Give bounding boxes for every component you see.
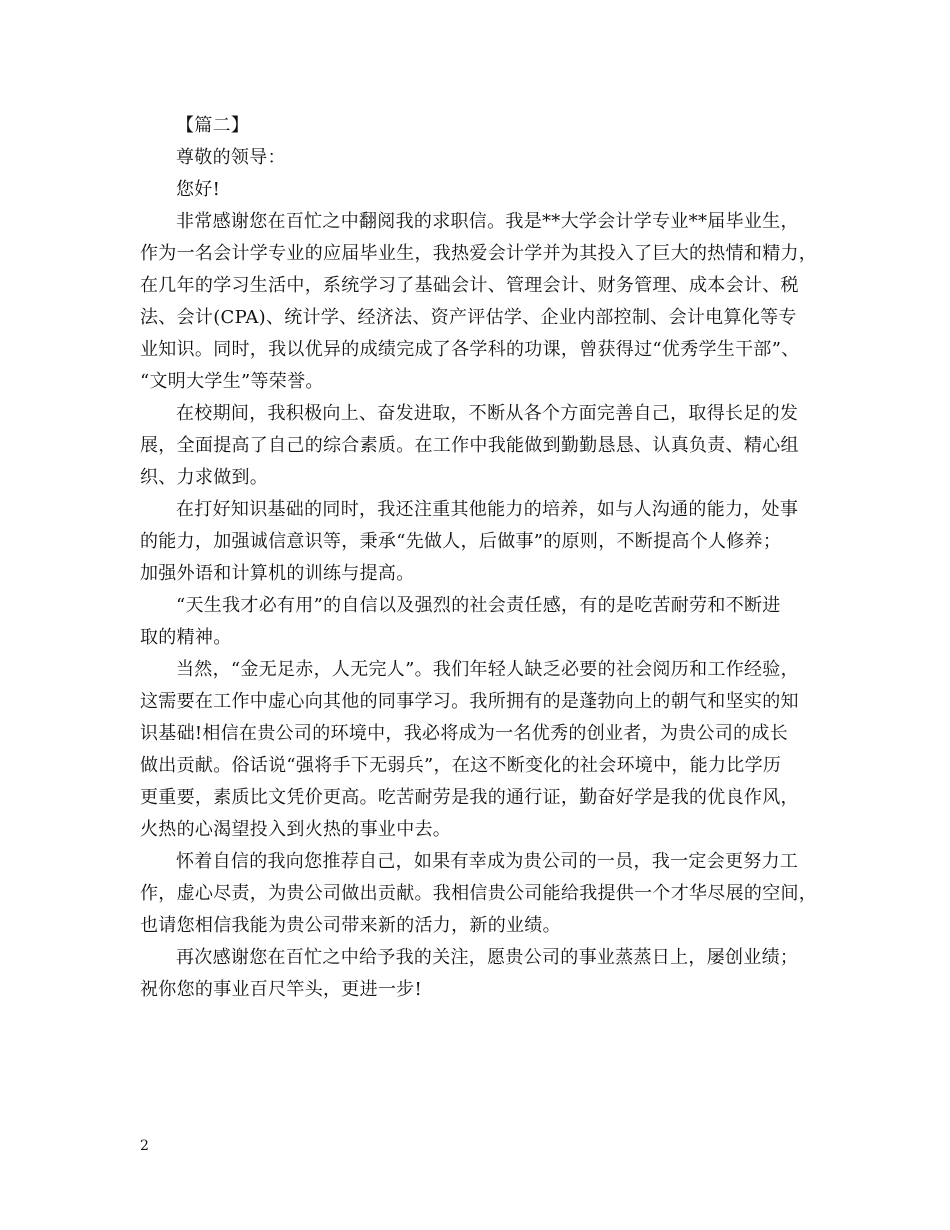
text-line: 作为一名会计学专业的应届毕业生，我热爱会计学并为其投入了巨大的热情和精力， [140, 243, 818, 264]
text-line: 作，虚心尽责，为贵公司做出贡献。我相信贵公司能给我提供一个才华尽展的空间， [140, 883, 818, 904]
text-line: “天生我才必有用”的自信以及强烈的社会责任感，有的是吃苦耐劳和不断进 [176, 595, 781, 616]
text-line: 织、力求做到。 [140, 467, 269, 488]
text-line: 展，全面提高了自己的综合素质。在工作中我能做到勤勤恳恳、认真负责、精心组 [140, 435, 799, 456]
text-line: 在打好知识基础的同时，我还注重其他能力的培养，如与人沟通的能力，处事 [176, 499, 799, 520]
text-line: 在校期间，我积极向上、奋发进取，不断从各个方面完善自己，取得长足的发 [176, 403, 799, 424]
text-line: 这需要在工作中虚心向其他的同事学习。我所拥有的是蓬勃向上的朝气和坚实的知 [140, 691, 799, 712]
text-line: 业知识。同时，我以优异的成绩完成了各学科的功课，曾获得过“优秀学生干部”、 [140, 339, 800, 360]
text-line: 在几年的学习生活中，系统学习了基础会计、管理会计、财务管理、成本会计、税 [140, 275, 799, 296]
text-line: 再次感谢您在百忙之中给予我的关注，愿贵公司的事业蒸蒸日上，屡创业绩； [176, 947, 799, 968]
text-line: 也请您相信我能为贵公司带来新的活力，新的业绩。 [140, 915, 561, 936]
text-line: 取的精神。 [140, 627, 232, 648]
text-line: 当然，“金无足赤，人无完人”。我们年轻人缺乏必要的社会阅历和工作经验， [176, 659, 799, 680]
text-line: 做出贡献。俗话说“强将手下无弱兵”，在这不断变化的社会环境中，能力比学历 [140, 755, 782, 776]
greeting: 您好! [176, 179, 221, 200]
text-line: 法、会计(CPA)、统计学、经济法、资产评估学、企业内部控制、会计电算化等专 [140, 307, 797, 328]
text-line: 祝你您的事业百尺竿头，更进一步! [140, 979, 423, 1000]
text-line: 的能力，加强诚信意识等，秉承“先做人，后做事”的原则，不断提高个人修养； [140, 531, 782, 552]
text-line: 怀着自信的我向您推荐自己，如果有幸成为贵公司的一员，我一定会更努力工 [176, 851, 799, 872]
text-line: “文明大学生”等荣誉。 [140, 371, 324, 392]
text-line: 更重要，素质比文凭价更高。吃苦耐劳是我的通行证，勤奋好学是我的优良作风， [140, 787, 799, 808]
text-line: 加强外语和计算机的训练与提高。 [140, 563, 415, 584]
page-number: 2 [140, 1138, 149, 1154]
text-line: 火热的心渴望投入到火热的事业中去。 [140, 819, 452, 840]
text-line: 非常感谢您在百忙之中翻阅我的求职信。我是**大学会计学专业**届毕业生， [176, 211, 799, 232]
text-line: 识基础!相信在贵公司的环境中，我必将成为一名优秀的创业者，为贵公司的成长 [140, 723, 789, 744]
salutation: 尊敬的领导： [176, 147, 286, 168]
section-heading: 【篇二】 [176, 115, 250, 136]
